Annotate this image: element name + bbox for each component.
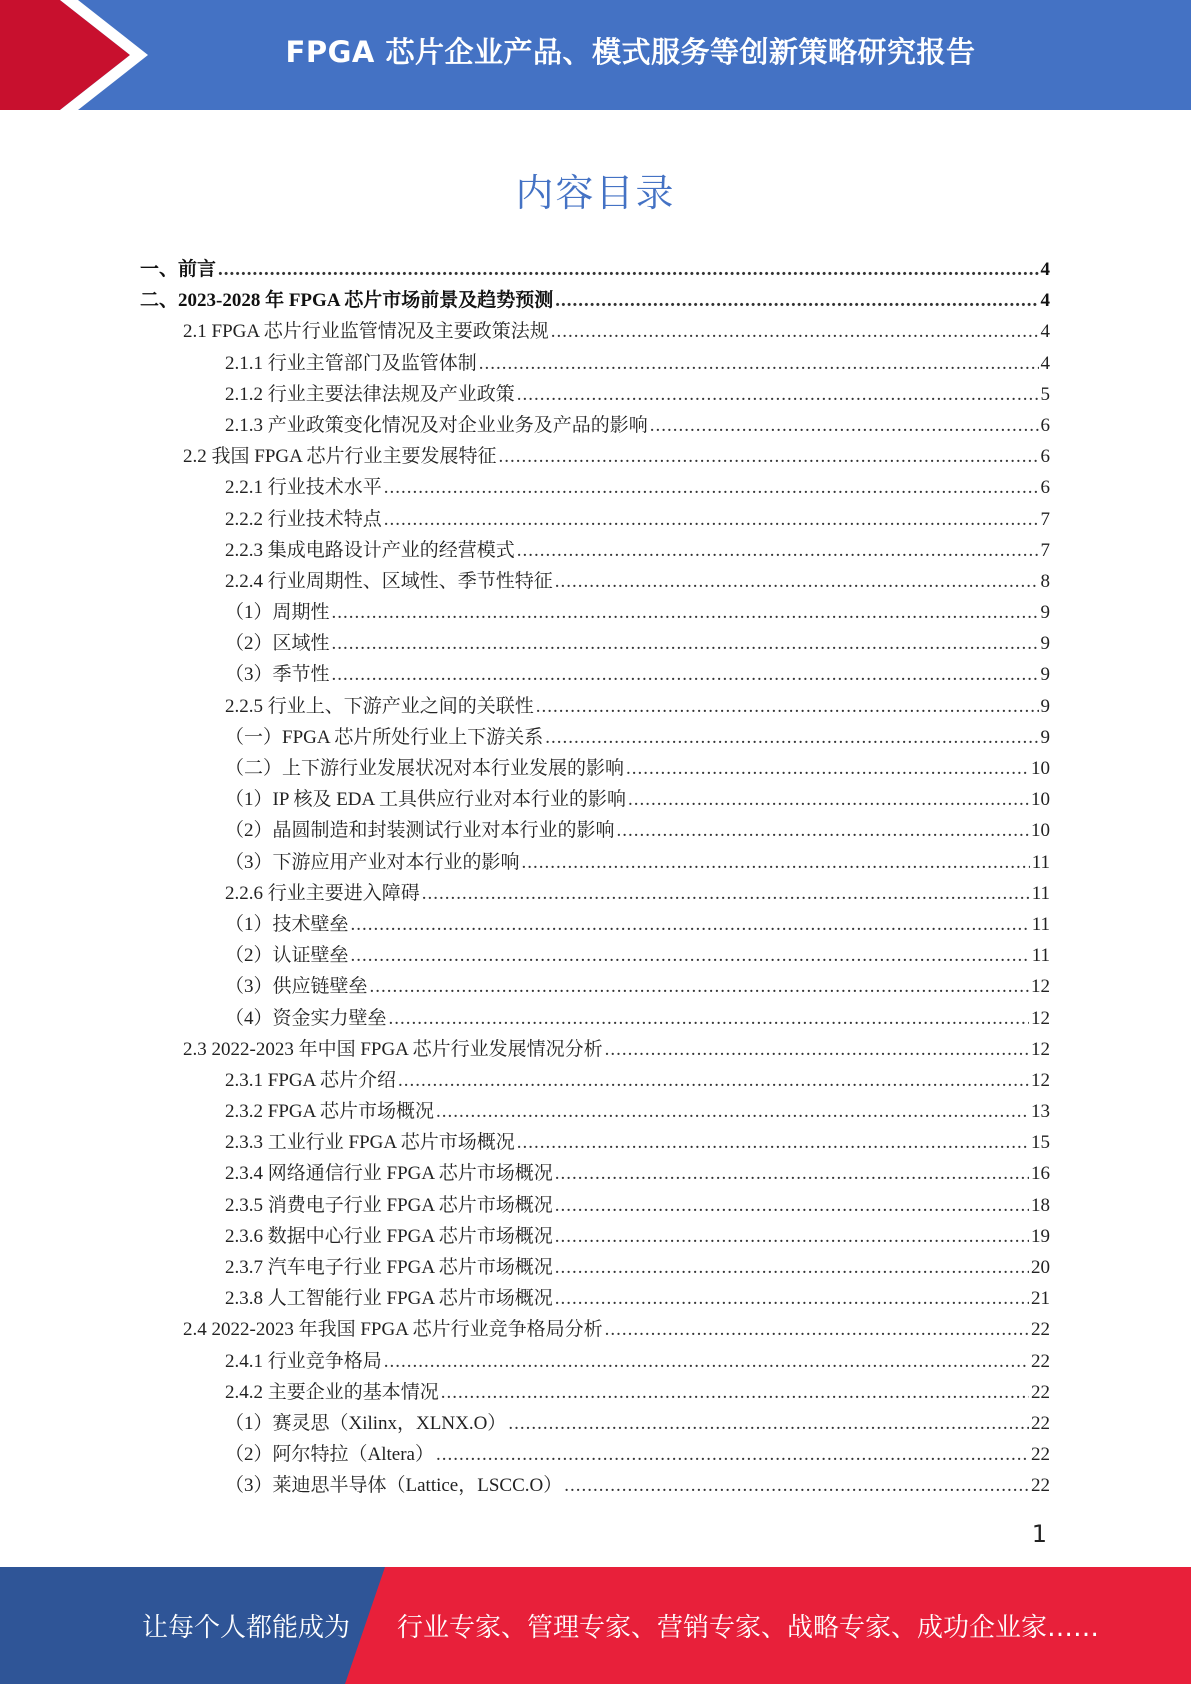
toc-entry-page: 12 bbox=[1031, 1038, 1050, 1060]
toc-entry-label: 2.4.2 主要企业的基本情况 bbox=[225, 1381, 439, 1403]
toc-entry[interactable] bbox=[140, 691, 1050, 722]
toc-entry-label: 2.3.3 工业行业 FPGA 芯片市场概况 bbox=[225, 1132, 515, 1154]
toc-entry[interactable] bbox=[140, 1408, 1050, 1439]
toc-entry-page: 22 bbox=[1031, 1412, 1050, 1434]
toc-entry-page: 12 bbox=[1031, 1007, 1050, 1029]
toc-entry-page: 11 bbox=[1031, 851, 1050, 873]
toc-entry-label: （3）季节性 bbox=[225, 664, 330, 686]
toc-entry[interactable] bbox=[140, 815, 1050, 846]
footer-slogan-right: 行业专家、管理专家、营销专家、战略专家、成功企业家…… bbox=[397, 1613, 1100, 1643]
toc-dot-leader bbox=[522, 847, 1030, 878]
toc-entry-label: 2.1.1 行业主管部门及监管体制 bbox=[225, 352, 477, 374]
toc-dot-leader bbox=[555, 1252, 1029, 1283]
toc-entry[interactable] bbox=[140, 1439, 1050, 1470]
toc-entry[interactable] bbox=[140, 566, 1050, 597]
toc-entry[interactable] bbox=[140, 1377, 1050, 1408]
toc-entry-page: 20 bbox=[1031, 1257, 1050, 1278]
toc-dot-leader bbox=[436, 1439, 1029, 1470]
toc-entry-page: 5 bbox=[1040, 383, 1050, 405]
toc-entry[interactable] bbox=[140, 1221, 1050, 1252]
toc-entry-label: （1）IP 核及 EDA 工具供应行业对本行业的影响 bbox=[225, 789, 626, 811]
toc-entry-page: 7 bbox=[1040, 539, 1050, 561]
toc-dot-leader bbox=[332, 628, 1039, 659]
toc-entry-page: 9 bbox=[1040, 633, 1050, 655]
toc-entry-page: 22 bbox=[1031, 1350, 1050, 1372]
toc-entry-label: 一、前言 bbox=[140, 259, 217, 280]
toc-entry-page: 10 bbox=[1031, 820, 1050, 842]
toc-entry-label: （4）资金实力壁垒 bbox=[225, 1007, 387, 1029]
toc-title: 内容目录 bbox=[515, 171, 676, 215]
toc-entry-label: 2.4 2022-2023 年我国 FPGA 芯片行业竞争格局分析 bbox=[183, 1319, 603, 1341]
toc-dot-leader bbox=[508, 1408, 1029, 1439]
toc-entry-page: 9 bbox=[1040, 602, 1050, 624]
toc-entry-label: （一）FPGA 芯片所处行业上下游关系 bbox=[225, 726, 544, 748]
toc-entry-label: （3）供应链壁垒 bbox=[225, 976, 368, 998]
toc-dot-leader bbox=[332, 659, 1039, 690]
toc-entry[interactable] bbox=[140, 722, 1050, 753]
toc-entry-page: 13 bbox=[1031, 1101, 1050, 1123]
toc-entry-page: 9 bbox=[1040, 664, 1050, 686]
toc-entry[interactable] bbox=[140, 1158, 1050, 1189]
toc-dot-leader bbox=[626, 753, 1029, 784]
toc-dot-leader bbox=[384, 504, 1039, 535]
toc-entry[interactable] bbox=[140, 753, 1050, 784]
toc-entry-page: 16 bbox=[1031, 1163, 1050, 1185]
toc-dot-leader bbox=[422, 878, 1030, 909]
toc-entry-label: 2.3.2 FPGA 芯片市场概况 bbox=[225, 1101, 435, 1123]
toc-entry-page: 11 bbox=[1031, 945, 1050, 967]
toc-entry[interactable] bbox=[140, 1127, 1050, 1158]
toc-entry-page: 12 bbox=[1031, 1069, 1050, 1091]
toc-entry-page: 8 bbox=[1040, 570, 1050, 592]
toc-entry-page: 6 bbox=[1040, 414, 1050, 436]
toc-dot-leader bbox=[517, 1127, 1029, 1158]
toc-entry-label: （2）阿尔特拉（Altera） bbox=[225, 1444, 434, 1466]
toc-dot-leader bbox=[517, 379, 1039, 410]
toc-dot-leader bbox=[389, 1003, 1029, 1034]
header-banner bbox=[0, 0, 1191, 110]
toc-dot-leader bbox=[384, 1346, 1029, 1377]
toc-dot-leader bbox=[479, 348, 1039, 379]
toc-entry-label: 2.2.2 行业技术特点 bbox=[225, 508, 382, 530]
toc-entry[interactable] bbox=[140, 1065, 1050, 1096]
toc-dot-leader bbox=[536, 691, 1039, 722]
toc-entry-page: 7 bbox=[1040, 508, 1050, 530]
toc-entry-label: 2.2.3 集成电路设计产业的经营模式 bbox=[225, 539, 515, 561]
toc-entry-page: 15 bbox=[1031, 1132, 1050, 1154]
toc-entry-page: 12 bbox=[1031, 976, 1050, 998]
toc-entry-label: 2.4.1 行业竞争格局 bbox=[225, 1350, 382, 1372]
toc-entry-page: 11 bbox=[1031, 913, 1050, 935]
toc-dot-leader bbox=[332, 597, 1039, 628]
toc-entry-label: 2.3.8 人工智能行业 FPGA 芯片市场概况 bbox=[225, 1288, 553, 1310]
footer-slogan-left: 让每个人都能成为 bbox=[142, 1613, 351, 1643]
toc-dot-leader bbox=[398, 1065, 1029, 1096]
toc-entry[interactable] bbox=[140, 379, 1050, 410]
toc-entry-label: （2）晶圆制造和封装测试行业对本行业的影响 bbox=[225, 820, 615, 842]
toc-entry-label: 2.2.4 行业周期性、区域性、季节性特征 bbox=[225, 570, 553, 592]
toc-entry-label: （2）区域性 bbox=[225, 633, 330, 655]
toc-entry-page: 22 bbox=[1031, 1319, 1050, 1341]
toc-dot-leader bbox=[605, 1034, 1029, 1065]
toc-dot-leader bbox=[564, 1470, 1029, 1501]
toc-dot-leader bbox=[351, 940, 1030, 971]
toc-dot-leader bbox=[551, 316, 1039, 347]
toc-entry[interactable] bbox=[140, 909, 1050, 940]
toc-entry-label: （1）周期性 bbox=[225, 602, 330, 624]
toc-dot-leader bbox=[351, 909, 1030, 940]
toc-entry-label: （2）认证壁垒 bbox=[225, 945, 349, 967]
toc-entry-page: 4 bbox=[1040, 290, 1050, 312]
toc-entry[interactable] bbox=[140, 441, 1050, 472]
table-of-contents bbox=[140, 254, 1050, 1502]
toc-entry[interactable] bbox=[140, 628, 1050, 659]
toc-entry-page: 4 bbox=[1040, 352, 1050, 374]
toc-entry-page: 10 bbox=[1031, 758, 1050, 779]
toc-entry[interactable] bbox=[140, 410, 1050, 441]
toc-entry[interactable] bbox=[140, 597, 1050, 628]
footer-banner bbox=[0, 1567, 1191, 1684]
toc-entry[interactable] bbox=[140, 878, 1050, 909]
toc-entry-label: 2.3.1 FPGA 芯片介绍 bbox=[225, 1069, 397, 1091]
toc-entry-label: 2.1.3 产业政策变化情况及对企业业务及产品的影响 bbox=[225, 414, 648, 436]
toc-entry-label: （1）赛灵思（Xilinx，XLNX.O） bbox=[225, 1412, 507, 1434]
toc-entry-label: 2.3 2022-2023 年中国 FPGA 芯片行业发展情况分析 bbox=[183, 1038, 603, 1060]
toc-dot-leader bbox=[650, 410, 1039, 441]
toc-entry[interactable] bbox=[140, 940, 1050, 971]
toc-dot-leader bbox=[555, 1158, 1029, 1189]
toc-entry-label: 2.3.5 消费电子行业 FPGA 芯片市场概况 bbox=[225, 1194, 553, 1216]
toc-dot-leader bbox=[370, 971, 1029, 1002]
toc-entry-page: 6 bbox=[1040, 477, 1050, 499]
toc-dot-leader bbox=[555, 1283, 1029, 1314]
toc-entry[interactable] bbox=[140, 348, 1050, 379]
toc-entry-page: 10 bbox=[1031, 789, 1050, 811]
header-arrow-icon bbox=[0, 0, 160, 110]
toc-entry-label: 2.2 我国 FPGA 芯片行业主要发展特征 bbox=[183, 446, 497, 468]
toc-entry-page: 22 bbox=[1031, 1475, 1050, 1497]
toc-entry-page: 22 bbox=[1031, 1381, 1050, 1403]
toc-entry[interactable] bbox=[140, 659, 1050, 690]
toc-dot-leader bbox=[499, 441, 1039, 472]
toc-entry-label: 2.1 FPGA 芯片行业监管情况及主要政策法规 bbox=[183, 321, 549, 343]
toc-entry-page: 4 bbox=[1040, 321, 1050, 343]
toc-dot-leader bbox=[441, 1377, 1029, 1408]
toc-entry[interactable] bbox=[140, 472, 1050, 503]
toc-entry[interactable] bbox=[140, 1346, 1050, 1377]
toc-entry-label: 2.2.1 行业技术水平 bbox=[225, 477, 382, 499]
toc-entry[interactable] bbox=[140, 1252, 1050, 1283]
toc-entry-page: 9 bbox=[1040, 695, 1050, 717]
toc-dot-leader bbox=[436, 1096, 1029, 1127]
toc-entry[interactable] bbox=[140, 971, 1050, 1002]
toc-entry[interactable] bbox=[140, 1470, 1050, 1501]
toc-dot-leader bbox=[384, 472, 1039, 503]
toc-dot-leader bbox=[617, 815, 1029, 846]
toc-entry[interactable] bbox=[140, 784, 1050, 815]
toc-dot-leader bbox=[605, 1314, 1029, 1345]
toc-entry[interactable] bbox=[140, 504, 1050, 535]
toc-dot-leader bbox=[555, 285, 1038, 316]
toc-entry-label: 2.3.4 网络通信行业 FPGA 芯片市场概况 bbox=[225, 1163, 553, 1185]
toc-entry-label: 2.2.5 行业上、下游产业之间的关联性 bbox=[225, 695, 534, 717]
toc-dot-leader bbox=[218, 254, 1038, 285]
toc-entry[interactable] bbox=[140, 254, 1050, 285]
toc-entry-label: 2.1.2 行业主要法律法规及产业政策 bbox=[225, 383, 515, 405]
toc-entry-page: 11 bbox=[1031, 882, 1050, 904]
toc-entry[interactable] bbox=[140, 1283, 1050, 1314]
toc-entry-label: 2.3.7 汽车电子行业 FPGA 芯片市场概况 bbox=[225, 1257, 553, 1278]
toc-entry-label: 二、2023-2028 年 FPGA 芯片市场前景及趋势预测 bbox=[140, 290, 554, 312]
toc-entry-page: 9 bbox=[1040, 726, 1050, 748]
toc-entry[interactable] bbox=[140, 1096, 1050, 1127]
toc-entry-label: （1）技术壁垒 bbox=[225, 913, 349, 935]
report-title: FPGA 芯片企业产品、模式服务等创新策略研究报告 bbox=[285, 34, 976, 69]
toc-entry[interactable] bbox=[140, 316, 1050, 347]
toc-dot-leader bbox=[628, 784, 1029, 815]
toc-entry-label: 2.3.6 数据中心行业 FPGA 芯片市场概况 bbox=[225, 1225, 553, 1247]
toc-dot-leader bbox=[555, 1221, 1029, 1252]
toc-entry[interactable] bbox=[140, 1034, 1050, 1065]
toc-dot-leader bbox=[517, 535, 1039, 566]
toc-dot-leader bbox=[545, 722, 1038, 753]
toc-entry-page: 22 bbox=[1031, 1444, 1050, 1466]
toc-entry-page: 19 bbox=[1031, 1225, 1050, 1247]
page-number: 1 bbox=[1031, 1520, 1047, 1548]
toc-entry[interactable] bbox=[140, 847, 1050, 878]
toc-dot-leader bbox=[555, 1190, 1029, 1221]
toc-entry-page: 4 bbox=[1040, 259, 1050, 280]
toc-entry-label: （3）莱迪思半导体（Lattice，LSCC.O） bbox=[225, 1475, 563, 1497]
toc-entry[interactable] bbox=[140, 1003, 1050, 1034]
toc-entry-page: 21 bbox=[1031, 1288, 1050, 1310]
toc-entry-label: （3）下游应用产业对本行业的影响 bbox=[225, 851, 520, 873]
toc-entry-page: 18 bbox=[1031, 1194, 1050, 1216]
toc-dot-leader bbox=[555, 566, 1039, 597]
toc-entry[interactable] bbox=[140, 285, 1050, 316]
toc-entry[interactable] bbox=[140, 1314, 1050, 1345]
toc-entry[interactable] bbox=[140, 1190, 1050, 1221]
toc-entry[interactable] bbox=[140, 535, 1050, 566]
toc-entry-page: 6 bbox=[1040, 446, 1050, 468]
toc-entry-label: 2.2.6 行业主要进入障碍 bbox=[225, 882, 420, 904]
toc-entry-label: （二）上下游行业发展状况对本行业发展的影响 bbox=[225, 758, 625, 779]
